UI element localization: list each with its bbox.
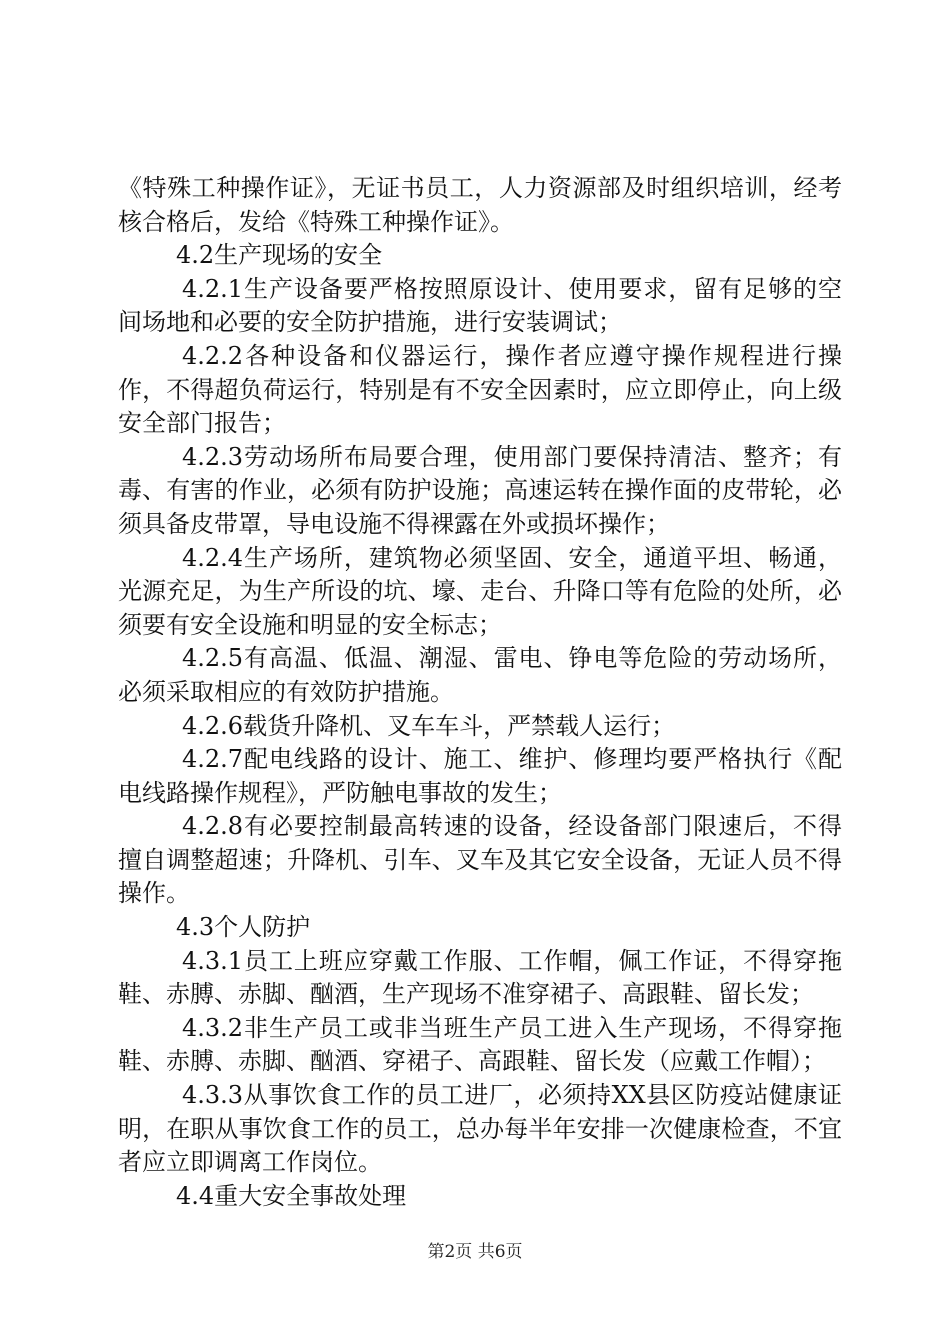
paragraph: 4.2.3劳动场所布局要合理，使用部门要保持清洁、整齐；有毒、有害的作业，必须有防护设施；高速运转在操作面的皮带轮，必须具备皮带罩，导电设施不得裸露在外或损坏操作； xyxy=(118,442,842,538)
paragraph: 4.2.8有必要控制最高转速的设备，经设备部门限速后，不得擅自调整超速；升降机、引车、叉车及其它安全设备，无证人员不得操作。 xyxy=(118,812,842,908)
document-body xyxy=(118,172,842,1213)
paragraph: 4.3.1员工上班应穿戴工作服、工作帽，佩工作证，不得穿拖鞋、赤膊、赤脚、酗酒，生产现场不准穿裙子、高跟鞋、留长发； xyxy=(118,946,842,1009)
paragraph: 4.2.2各种设备和仪器运行，操作者应遵守操作规程进行操作，不得超负荷运行，特别是有不安全因素时，应立即停止，向上级安全部门报告； xyxy=(118,341,842,438)
paragraph: 4.2.1生产设备要严格按照原设计、使用要求，留有足够的空间场地和必要的安全防护措施，进行安装调试； xyxy=(118,274,842,337)
paragraph: 4.3.2非生产员工或非当班生产员工进入生产现场，不得穿拖鞋、赤膊、赤脚、酗酒、穿裙子、高跟鞋、留长发（应戴工作帽）； xyxy=(118,1013,842,1076)
paragraph: 《特殊工种操作证》，无证书员工，人力资源部及时组织培训，经考核合格后，发给《特殊工种操作证》。 xyxy=(118,174,842,236)
paragraph: 4.3.3从事饮食工作的员工进厂，必须持XX县区防疫站健康证明，在职从事饮食工作的员工，总办每半年安排一次健康检查，不宜者应立即调离工作岗位。 xyxy=(118,1081,842,1177)
paragraph: 4.2.4生产场所，建筑物必须坚固、安全，通道平坦、畅通，光源充足，为生产所设的坑、壕、走台、升降口等有危险的处所，必须要有安全设施和明显的安全标志； xyxy=(118,543,842,639)
section-heading-4-4: 4.4重大安全事故处理 xyxy=(176,1181,407,1210)
paragraph: 4.2.5有高温、低温、潮湿、雷电、铮电等危险的劳动场所，必须采取相应的有效防护措施。 xyxy=(118,644,842,706)
section-heading-4-2: 4.2生产现场的安全 xyxy=(176,241,383,270)
paragraph: 4.2.7配电线路的设计、施工、维护、修理均要严格执行《配电线路操作规程》，严防触电事故的发生； xyxy=(118,745,842,807)
section-heading-4-3: 4.3个人防护 xyxy=(176,913,311,942)
paragraph: 4.2.6载货升降机、叉车车斗，严禁载人运行； xyxy=(182,711,676,740)
page-number-footer: 第2页 共6页 xyxy=(427,1242,523,1262)
